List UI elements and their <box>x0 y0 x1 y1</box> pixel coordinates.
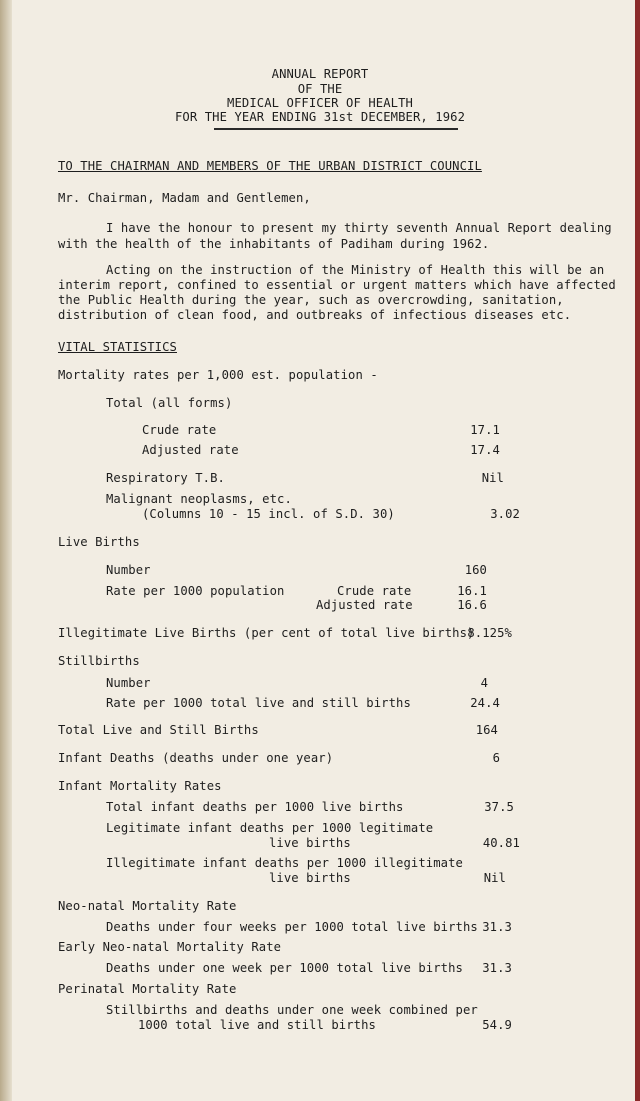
mortality-crude-value: 17.1 <box>470 423 500 437</box>
infant-deaths-label: Infant Deaths (deaths under one year) <box>58 751 334 765</box>
addressee-heading: TO THE CHAIRMAN AND MEMBERS OF THE URBAN DISTRICT COUNCIL <box>58 159 482 173</box>
mortality-adjusted-value: 17.4 <box>470 443 500 457</box>
malignant-label: Malignant neoplasms, etc. <box>106 492 292 506</box>
salutation: Mr. Chairman, Madam and Gentlemen, <box>58 191 311 205</box>
early-neonatal-value: 31.3 <box>482 961 512 975</box>
legitimate-infant-label: Legitimate infant deaths per 1000 legitimate <box>106 821 434 835</box>
report-title-of-the: OF THE <box>297 82 343 96</box>
paragraph-2-line-2: interim report, confined to essential or urgent matters which have affected <box>58 278 616 292</box>
stillbirths-label: Stillbirths <box>58 654 140 668</box>
total-births-value: 164 <box>475 723 498 737</box>
report-title: ANNUAL REPORT <box>271 67 369 81</box>
perinatal-value: 54.9 <box>482 1018 512 1032</box>
malignant-value: 3.02 <box>490 507 520 521</box>
neonatal-value: 31.3 <box>482 920 512 934</box>
early-neonatal-label: Early Neo-natal Mortality Rate <box>58 940 282 954</box>
respiratory-tb-label: Respiratory T.B. <box>106 471 225 485</box>
stillbirths-rate-value: 24.4 <box>470 696 500 710</box>
perinatal-desc-2: 1000 total live and still births <box>138 1018 376 1032</box>
infant-mortality-total-label: Total infant deaths per 1000 live births <box>106 800 404 814</box>
live-births-rate-label: Rate per 1000 population <box>106 584 285 598</box>
stillbirths-number-label: Number <box>106 676 151 690</box>
infant-mortality-total-value: 37.5 <box>484 800 514 814</box>
live-births-number-label: Number <box>106 563 151 577</box>
illegitimate-infant-value: Nil <box>483 871 506 885</box>
paragraph-1-line-2: with the health of the inhabitants of Padiham during 1962. <box>58 237 490 251</box>
neonatal-desc: Deaths under four weeks per 1000 total live births <box>106 920 478 934</box>
paragraph-2-line-4: distribution of clean food, and outbreaks of infectious diseases etc. <box>58 308 572 322</box>
perinatal-desc: Stillbirths and deaths under one week combined per <box>106 1003 478 1017</box>
title-rule <box>214 128 458 130</box>
paragraph-1-line-1: I have the honour to present my thirty seventh Annual Report dealing <box>106 221 612 235</box>
total-births-label: Total Live and Still Births <box>58 723 259 737</box>
stillbirths-number-value: 4 <box>480 676 488 690</box>
report-title-officer: MEDICAL OFFICER OF HEALTH <box>227 96 413 110</box>
report-title-year: FOR THE YEAR ENDING 31st DECEMBER, 1962 <box>174 110 466 124</box>
infant-deaths-value: 6 <box>492 751 500 765</box>
mortality-total-label: Total (all forms) <box>106 396 233 410</box>
illegitimate-births-value: 8.125% <box>467 626 512 640</box>
live-births-label: Live Births <box>58 535 140 549</box>
legitimate-infant-value: 40.81 <box>482 836 520 850</box>
respiratory-tb-value: Nil <box>481 471 504 485</box>
live-births-adjusted-label: Adjusted rate <box>316 598 413 612</box>
live-births-crude-label: Crude rate <box>337 584 412 598</box>
mortality-adjusted-label: Adjusted rate <box>142 443 239 457</box>
neonatal-label: Neo-natal Mortality Rate <box>58 899 237 913</box>
stillbirths-rate-label: Rate per 1000 total live and still births <box>106 696 411 710</box>
vital-statistics-heading: VITAL STATISTICS <box>58 340 177 354</box>
malignant-columns-label: (Columns 10 - 15 incl. of S.D. 30) <box>142 507 395 521</box>
live-births-number-value: 160 <box>464 563 487 577</box>
page-edge <box>635 0 640 1101</box>
live-births-crude-value: 16.1 <box>457 584 487 598</box>
binding-edge <box>0 0 12 1101</box>
illegitimate-infant-label-2: live births <box>269 871 351 885</box>
infant-mortality-label: Infant Mortality Rates <box>58 779 222 793</box>
perinatal-label: Perinatal Mortality Rate <box>58 982 237 996</box>
mortality-label: Mortality rates per 1,000 est. population - <box>58 368 378 382</box>
paragraph-2-line-1: Acting on the instruction of the Ministry of Health this will be an <box>106 263 605 277</box>
mortality-crude-label: Crude rate <box>142 423 217 437</box>
illegitimate-infant-label: Illegitimate infant deaths per 1000 illegitimate <box>106 856 463 870</box>
early-neonatal-desc: Deaths under one week per 1000 total live births <box>106 961 463 975</box>
illegitimate-births-label: Illegitimate Live Births (per cent of total live births) <box>58 626 475 640</box>
live-births-adjusted-value: 16.6 <box>457 598 487 612</box>
paragraph-2-line-3: the Public Health during the year, such as overcrowding, sanitation, <box>58 293 564 307</box>
legitimate-infant-label-2: live births <box>269 836 351 850</box>
